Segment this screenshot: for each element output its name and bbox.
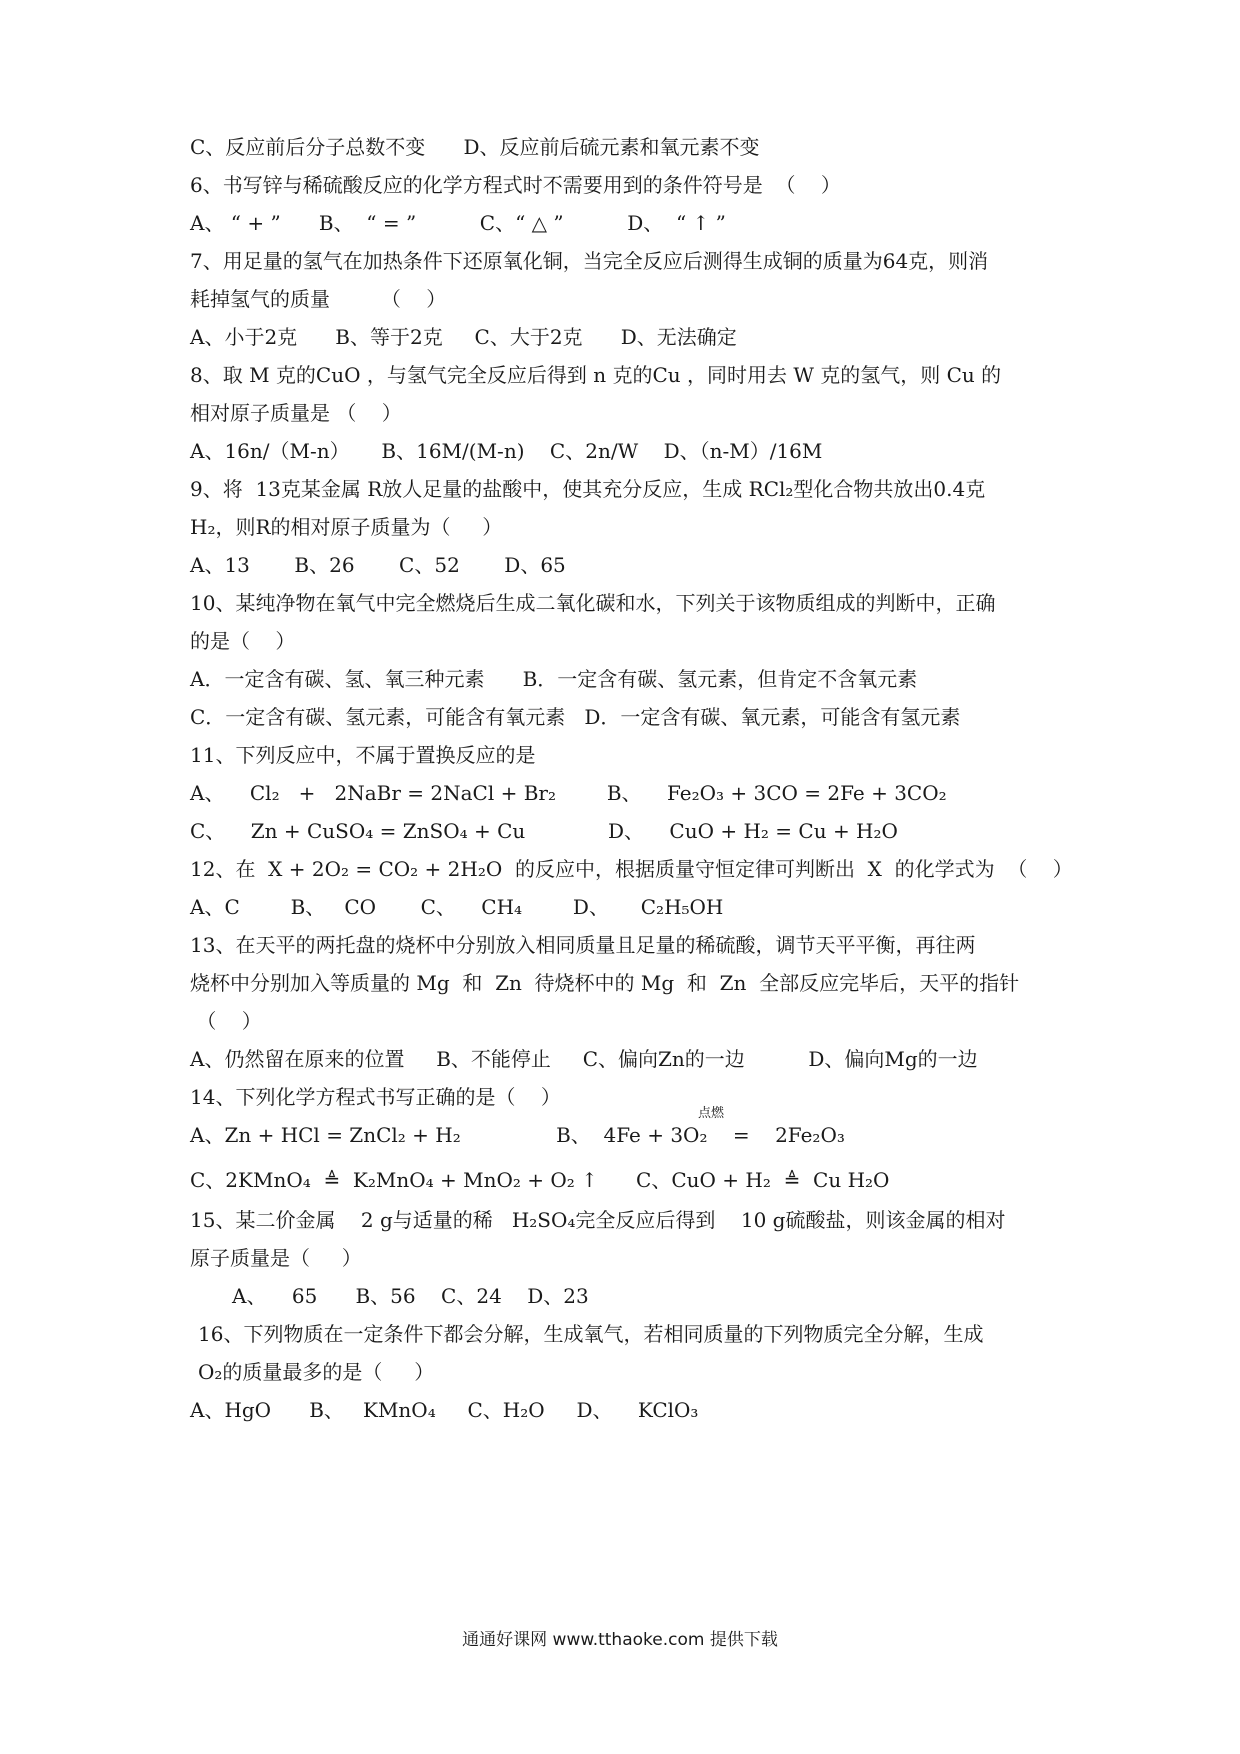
question-9-cont: H₂，则R的相对原子质量为（ ） [190, 515, 503, 539]
question-14-options-cd: C、2KMnO₄ ≜ K₂MnO₄ + MnO₂ + O₂ ↑ C、CuO + H₂ ≜ Cu H₂O [190, 1168, 890, 1192]
question-10-options-ab: A．一定含有碳、氢、氧三种元素 B．一定含有碳、氢元素，但肯定不含氧元素 [190, 667, 918, 691]
question-13-options: A、仍然留在原来的位置 B、不能停止 C、偏向Zn的一边 D、偏向Mg的一边 [190, 1047, 978, 1071]
question-13-cont2: （ ） [190, 1009, 262, 1033]
question-16: 16、下列物质在一定条件下都会分解，生成氧气，若相同质量的下列物质完全分解，生成 [198, 1322, 984, 1346]
question-9: 9、将 13克某金属 R放人足量的盐酸中，使其充分反应，生成 RCl₂型化合物共放出0.4克 [190, 477, 986, 501]
question-6-options: A、 “ + ” B、 “ = ” C、“ △ ” D、 “ ↑ ” [190, 211, 726, 235]
page-footer: 通通好课网 www.tthaoke.com 提供下载 [462, 1630, 778, 1650]
question-8-cont: 相对原子质量是 （ ） [190, 401, 402, 425]
question-13: 13、在天平的两托盘的烧杯中分别放入相同质量且足量的稀硫酸，调节天平平衡，再往两 [190, 933, 976, 957]
question-16-cont: O₂的质量最多的是（ ） [198, 1360, 435, 1384]
ignition-label: 点燃 [698, 1106, 725, 1121]
question-11: 11、下列反应中，不属于置换反应的是 [190, 743, 536, 767]
question-8: 8、取 M 克的CuO ，与氢气完全反应后得到 n 克的Cu ，同时用去 W 克的氢气，则 Cu 的 [190, 363, 1002, 387]
question-13-cont: 烧杯中分别加入等质量的 Mg 和 Zn 待烧杯中的 Mg 和 Zn 全部反应完毕后，天平的指针 [190, 971, 1020, 995]
question-7: 7、用足量的氢气在加热条件下还原氧化铜，当完全反应后测得生成铜的质量为64克，则消 [190, 249, 989, 273]
question-15-cont: 原子质量是（ ） [190, 1246, 362, 1270]
question-6: 6、书写锌与稀硫酸反应的化学方程式时不需要用到的条件符号是 （ ） [190, 173, 841, 197]
question-7-cont: 耗掉氢气的质量 （ ） [190, 287, 447, 311]
question-8-options: A、16n/（M-n） B、16M/(M-n) C、2n/W D、（n-M）/16M [190, 439, 823, 463]
question-12-options: A、C B、 CO C、 CH₄ D、 C₂H₅OH [190, 895, 724, 919]
question-9-options: A、13 B、26 C、52 D、65 [190, 553, 566, 577]
text-line: C、反应前后分子总数不变 D、反应前后硫元素和氧元素不变 [190, 135, 760, 159]
question-10-options-cd: C．一定含有碳、氢元素，可能含有氧元素 D．一定含有碳、氧元素，可能含有氢元素 [190, 705, 961, 729]
question-14: 14、下列化学方程式书写正确的是（ ） [190, 1085, 561, 1109]
question-12: 12、在 X + 2O₂ = CO₂ + 2H₂O 的反应中，根据质量守恒定律可判断出 X 的化学式为 （ ） [190, 857, 1073, 881]
question-10-cont: 的是（ ） [190, 629, 296, 653]
question-15-options: A、 65 B、56 C、24 D、23 [232, 1284, 589, 1308]
question-15: 15、某二价金属 2 g与适量的稀 H₂SO₄完全反应后得到 10 g硫酸盐，则该金属的相对 [190, 1208, 1006, 1232]
question-11-options-ab: A、 Cl₂ + 2NaBr = 2NaCl + Br₂ B、 Fe₂O₃ + 3CO = 2Fe + 3CO₂ [190, 781, 947, 805]
question-10: 10、某纯净物在氧气中完全燃烧后生成二氧化碳和水，下列关于该物质组成的判断中，正确 [190, 591, 996, 615]
question-14-options-ab: A、Zn + HCl = ZnCl₂ + H₂ B、 4Fe + 3O₂ = 2Fe₂O₃ [190, 1123, 845, 1147]
question-11-options-cd: C、 Zn + CuSO₄ = ZnSO₄ + Cu D、 CuO + H₂ = Cu + H₂O [190, 819, 898, 843]
question-16-options: A、HgO B、 KMnO₄ C、H₂O D、 KClO₃ [190, 1398, 699, 1422]
question-7-options: A、小于2克 B、等于2克 C、大于2克 D、无法确定 [190, 325, 737, 349]
